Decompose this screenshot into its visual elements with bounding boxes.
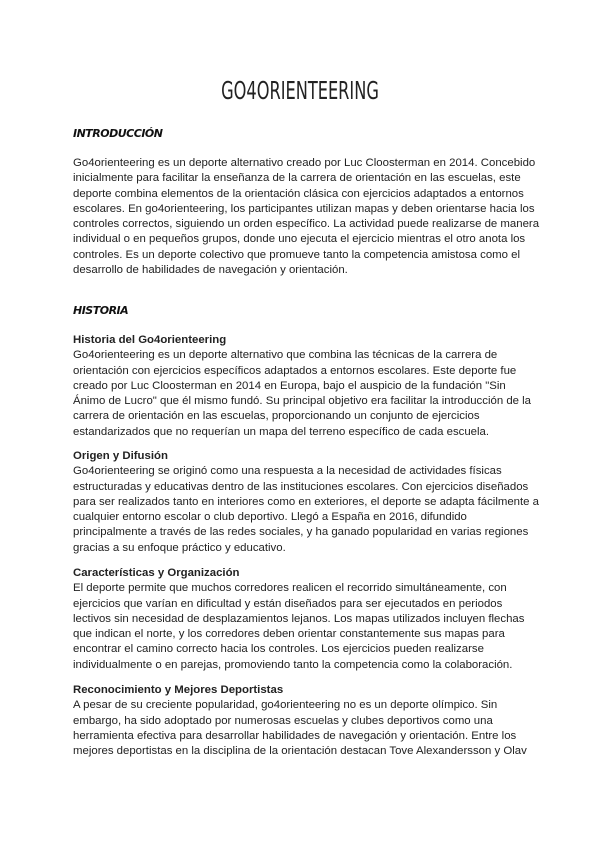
subsection-title: Historia del Go4orienteering xyxy=(73,334,227,346)
paragraph-line: A pesar de su creciente popularidad, go4orienteering no es un deporte olímpico. Sin xyxy=(73,699,498,712)
paragraph-line: Go4orienteering es un deporte alternativo que combina las técnicas de la carrera de xyxy=(73,349,498,362)
paragraph-line: estandarizados que no requerían un mapa del terreno específico de cada escuela. xyxy=(73,425,490,438)
paragraph-line: controles. Es un deporte colectivo que promueve tanto la competencia amistosa como el xyxy=(73,248,521,261)
paragraph-line: inicialmente para facilitar la enseñanza de la carrera de orientación en las escuelas, este xyxy=(73,172,521,185)
paragraph-line: El deporte permite que muchos corredores realicen el recorrido simultáneamente, con xyxy=(73,582,507,595)
subsection-title: Origen y Difusión xyxy=(73,450,168,462)
paragraph-line: individualmente o en parejas, promoviendo tanto la competencia como la colaboración. xyxy=(73,658,513,671)
paragraph-line: embargo, ha sido adoptado por numerosas escuelas y clubes deportivos como una xyxy=(73,714,493,727)
paragraph-line: herramienta efectiva para desarrollar habilidades de navegación y orientación. Entre los xyxy=(73,729,517,742)
paragraph-line: estructuradas y educativas dentro de las instituciones escolares. Con ejercicios diseñados xyxy=(73,480,529,493)
historia-subsection xyxy=(73,333,543,440)
subsection-title: Reconocimiento y Mejores Deportistas xyxy=(73,684,284,696)
paragraph-line: desarrollo de habilidades de navegación y orientación. xyxy=(73,264,348,277)
paragraph-line: individual o en pequeños grupos, donde uno ejecuta el ejercicio mientras el otro anota los xyxy=(73,233,526,246)
paragraph-line: controles correctos, siguiendo un orden específico. La actividad puede realizarse de manera xyxy=(73,218,540,231)
paragraph-line: mejores deportistas en la disciplina de la orientación destacan Tove Alexandersson y Olav xyxy=(73,745,527,758)
paragraph-line: Go4orienteering se originó como una respuesta a la necesidad de actividades físicas xyxy=(73,465,502,478)
paragraph-line: para ser realizados tanto en interiores como en exteriores, el deporte se adapta fácilmente a xyxy=(73,495,540,508)
caracteristicas-subsection xyxy=(73,566,543,673)
paragraph-line: orientación con ejercicios específicos adaptados a entornos escolares. Este deporte fue xyxy=(73,364,517,377)
paragraph-line: cualquier entorno escolar o club deportivo. Llegó a España en 2016, difundido xyxy=(73,511,467,524)
paragraph-line: ejercicios que varían en dificultad y están diseñados para ser ejecutados en periodos xyxy=(73,597,503,610)
document-title: GO4ORIENTEERING xyxy=(221,76,379,105)
paragraph-line: lectivos sin necesidad de desplazamientos lejanos. Los mapas utilizados incluyen flechas xyxy=(73,612,525,625)
origen-subsection xyxy=(73,449,543,556)
paragraph-line: principalmente a través de las redes sociales, y ha ganado popularidad en varias regiones xyxy=(73,526,529,539)
section-heading-introduccion: INTRODUCCIÓN xyxy=(73,127,163,140)
paragraph-line: escolares. En go4orienteering, los participantes utilizan mapas y deben orientarse hacia los xyxy=(73,202,535,215)
paragraph-line: deporte combina elementos de la orientación clásica con ejercicios adaptados a entornos xyxy=(73,187,524,200)
paragraph-line: encontrar el camino correcto hacia los controles. Los ejercicios pueden realizarse xyxy=(73,643,484,656)
paragraph-line: Go4orienteering es un deporte alternativo creado por Luc Cloosterman en 2014. Concebido xyxy=(73,157,536,169)
paragraph-line: gracias a su enfoque práctico y educativo. xyxy=(73,541,286,554)
reconocimiento-subsection xyxy=(73,683,543,759)
paragraph-line: creado por Luc Cloosterman en 2014 en Europa, bajo el auspicio de la fundación "Sin xyxy=(73,379,506,392)
paragraph-line: Ánimo de Lucro" que él mismo fundó. Su principal objetivo era facilitar la introducción de la xyxy=(73,395,532,408)
subsection-title: Características y Organización xyxy=(73,567,240,579)
section-heading-historia: HISTORIA xyxy=(73,304,129,317)
paragraph-line: carrera de orientación en las escuelas, proporcionando un conjunto de ejercicios xyxy=(73,410,480,423)
paragraph-line: que indican el norte, y los corredores deben orientar constantemente sus mapas para xyxy=(73,628,505,641)
intro-paragraph xyxy=(73,156,543,278)
